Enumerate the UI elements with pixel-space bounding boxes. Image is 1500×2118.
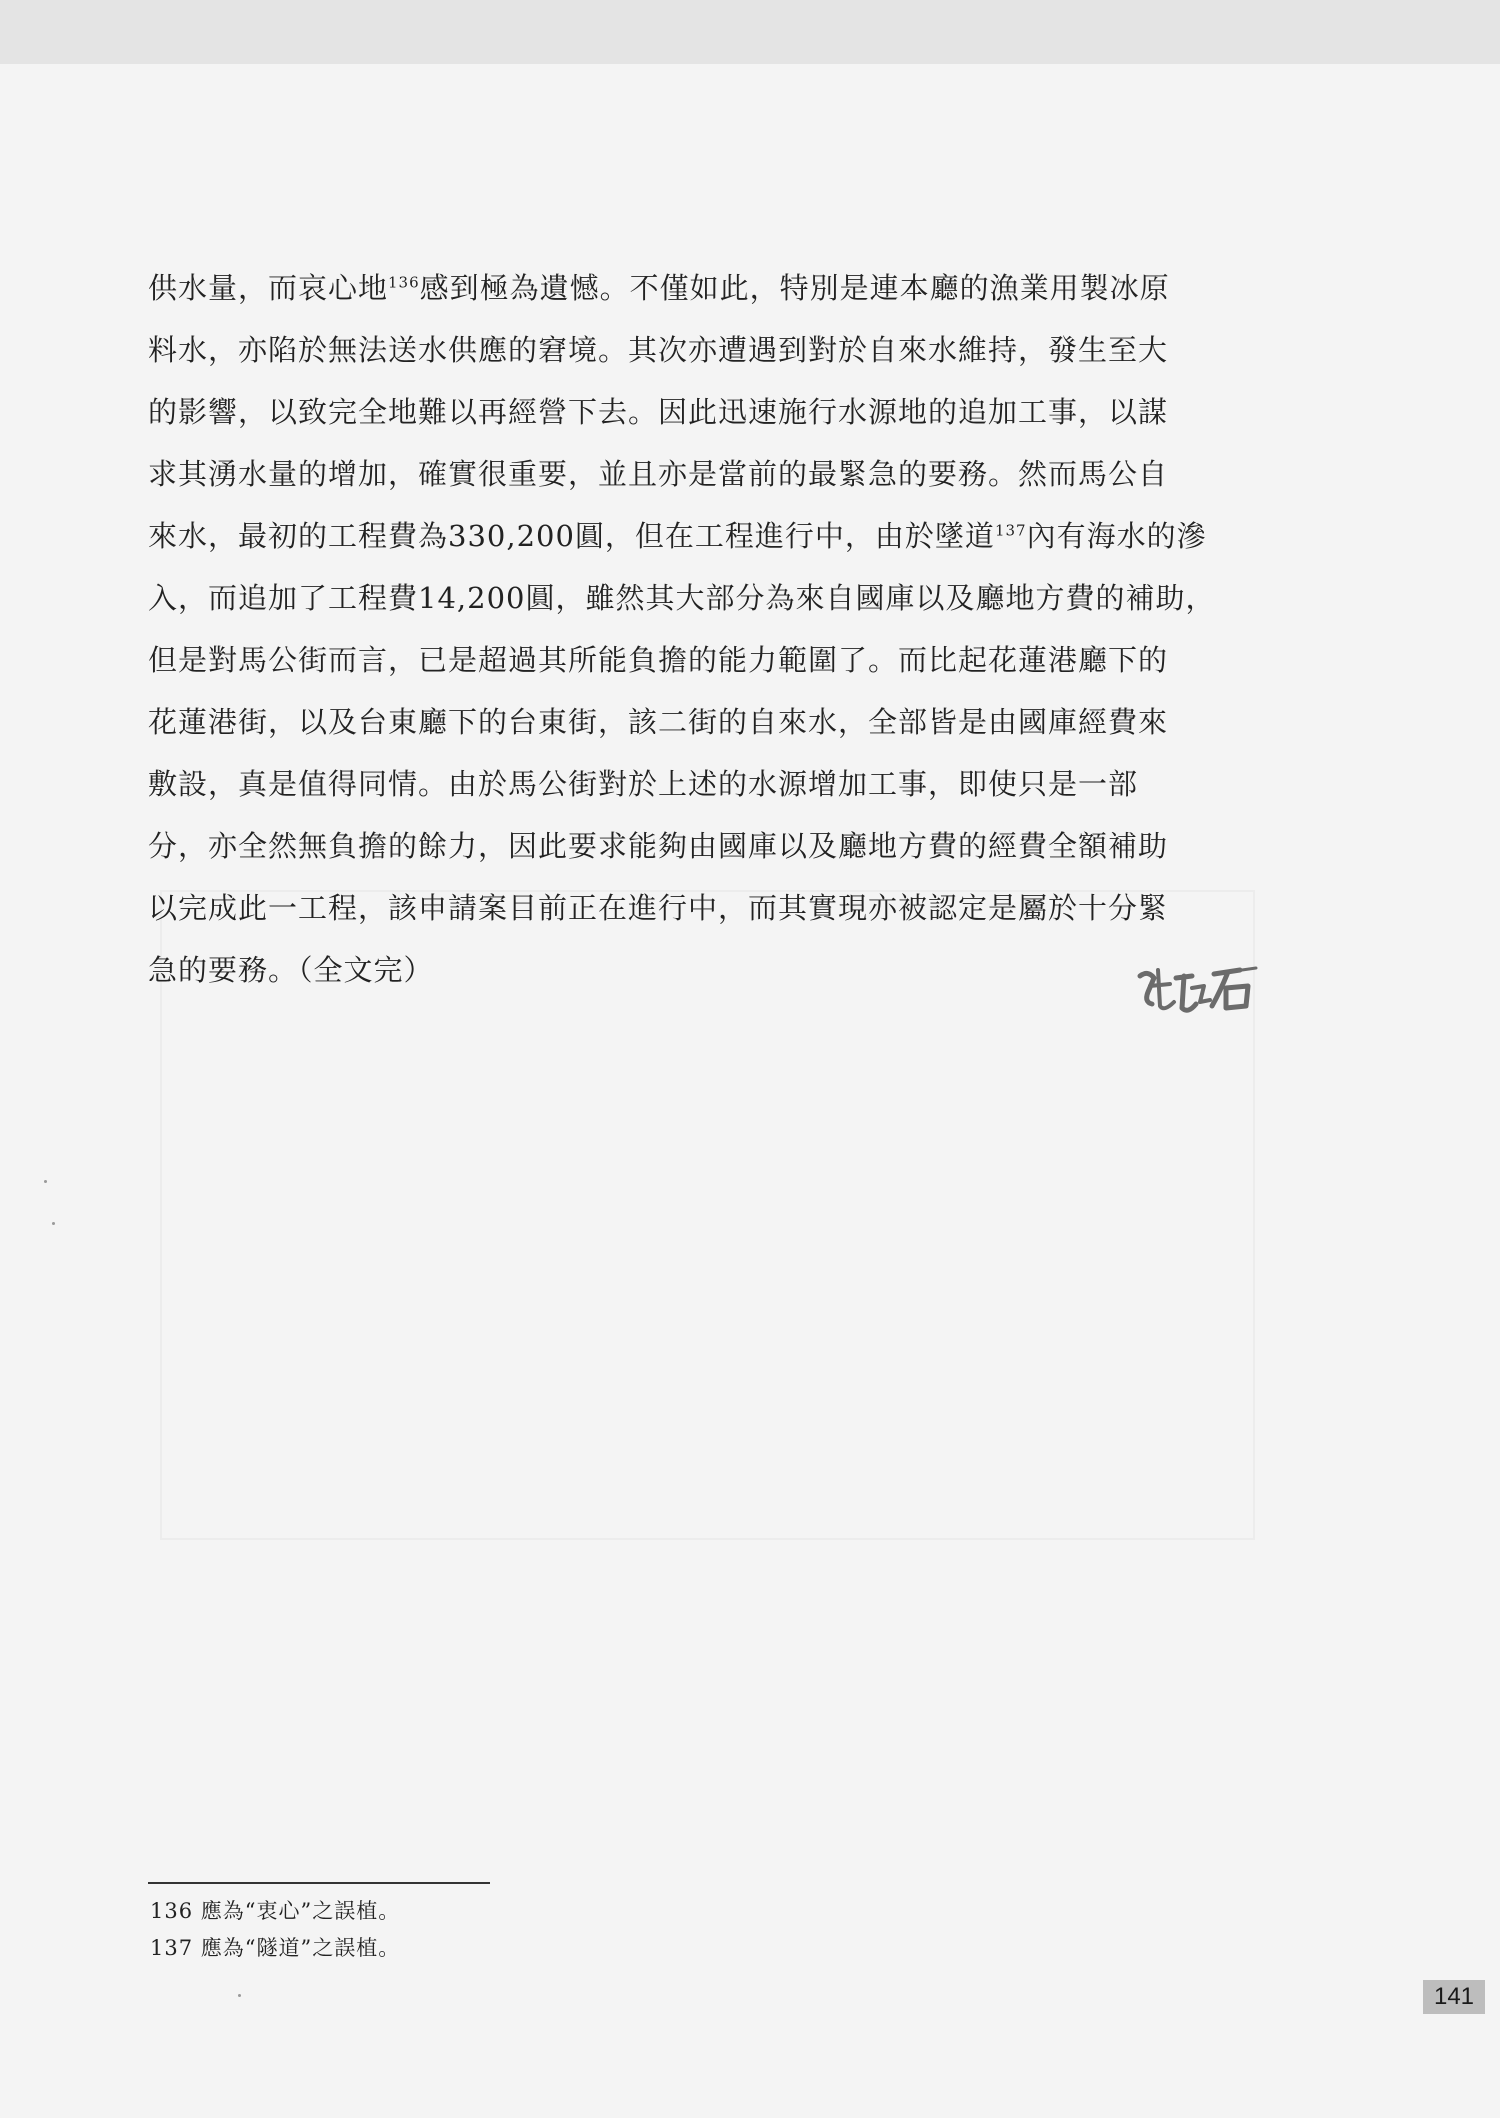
text-line-9: 敷設，真是值得同情。由於馬公街對於上述的水源增加工事，即使只是一部 <box>148 767 1139 801</box>
body-text <box>148 257 1268 1001</box>
text-line-1: 供水量，而哀心地$^{136}$感到極為遺憾。不僅如此，特別是連本廳的漁業用製冰原 <box>148 271 1170 305</box>
handwritten-signature <box>1130 958 1270 1028</box>
text-line-10: 分，亦全然無負擔的餘力，因此要求能夠由國庫以及廳地方費的經費全額補助 <box>148 829 1169 863</box>
text-line-5: 來水，最初的工程費為330,200圓，但在工程進行中，由於墜道$^{137}$內有海水的滲 <box>148 519 1207 553</box>
text-line-7: 但是對馬公街而言，已是超過其所能負擔的能力範圍了。而比起花蓮港廳下的 <box>148 643 1169 677</box>
footnote-136: 136 應為“衷心”之誤植。 <box>150 1899 401 1923</box>
footnote-divider <box>148 1882 490 1884</box>
scan-speck <box>238 1994 241 1997</box>
text-line-6: 入，而追加了工程費14,200圓，雖然其大部分為來自國庫以及廳地方費的補助， <box>148 581 1216 615</box>
footnote-137: 137 應為“隧道”之誤植。 <box>150 1936 401 1960</box>
text-line-11: 以完成此一工程，該申請案目前正在進行中，而其實現亦被認定是屬於十分緊 <box>148 891 1169 925</box>
footnote-ref-137: 137 <box>994 521 1027 540</box>
text-line-3: 的影響，以致完全地難以再經營下去。因此迅速施行水源地的追加工事，以謀 <box>148 395 1169 429</box>
footnote-ref-136: 136 <box>388 273 420 292</box>
text-line-12: 急的要務。（全文完） <box>148 953 434 987</box>
scan-speck <box>52 1222 55 1225</box>
scan-speck <box>44 1180 47 1183</box>
text-line-4: 求其湧水量的增加，確實很重要，並且亦是當前的最緊急的要務。然而馬公自 <box>148 457 1169 491</box>
footnotes <box>150 1893 400 1967</box>
text-line-8: 花蓮港街，以及台東廳下的台東街，該二街的自來水，全部皆是由國庫經費來 <box>148 705 1169 739</box>
text-line-2: 料水，亦陷於無法送水供應的窘境。其次亦遭遇到對於自來水維持，發生至大 <box>148 333 1169 367</box>
page-number: 141 <box>1423 1980 1485 2014</box>
scan-top-band <box>0 0 1500 64</box>
